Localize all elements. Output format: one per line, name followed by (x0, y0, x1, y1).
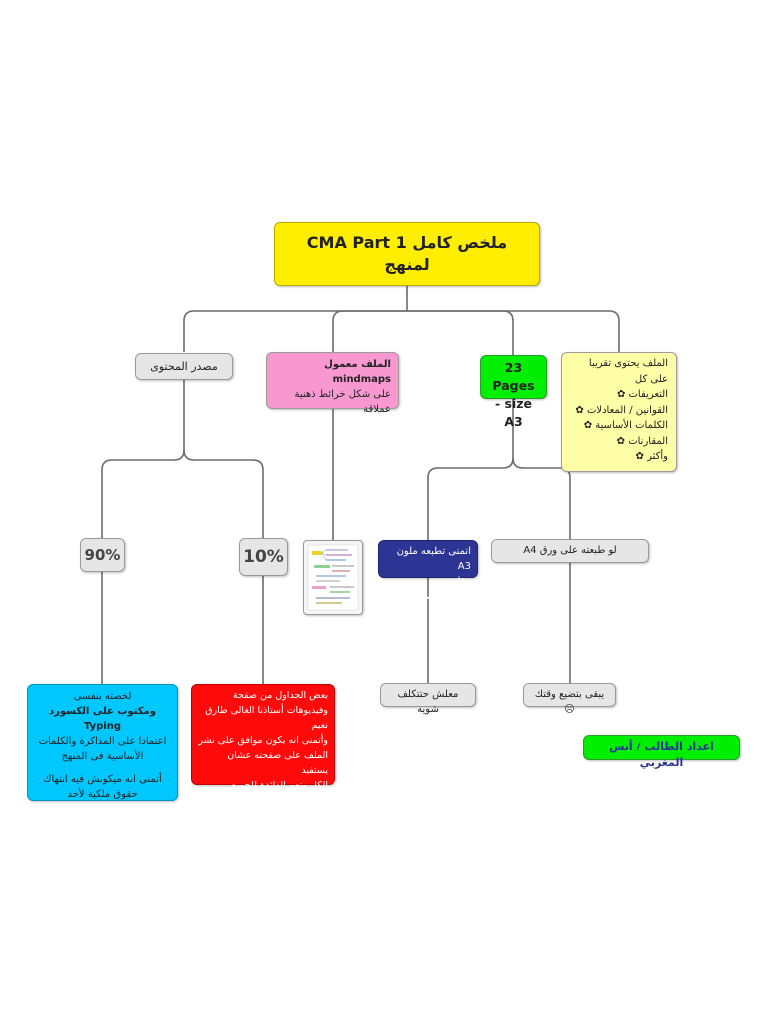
percent-90-node[interactable] (80, 538, 125, 572)
link-root-source (184, 311, 407, 352)
print-a3-node[interactable] (378, 540, 478, 602)
print-a3-line-2: مقاس ومتسترخصش (412, 576, 471, 602)
contents-item: التعريفات ✿ (616, 389, 668, 400)
mindmaps-line-3: عملاقة (363, 404, 391, 415)
pages-size: - size A3 (494, 396, 533, 429)
author-node[interactable] (583, 735, 740, 769)
summary-10-node[interactable] (191, 684, 335, 791)
summary-90-line: اعتمادا على المذاكرة والكلمات (38, 736, 167, 747)
summary-10-line: بعض الجداول من صفحة (232, 690, 328, 701)
mindmaps-node[interactable] (266, 352, 399, 415)
time-note-node[interactable] (523, 683, 616, 715)
summary-90-line: لخصته بنفسى (73, 691, 132, 702)
contents-item: وأكثر ✿ (635, 451, 668, 462)
cost-note-label: معلش حتتكلف شويه (397, 689, 459, 715)
link-root-pages (407, 311, 513, 355)
print-a4-node[interactable] (491, 539, 649, 563)
summary-10-line: الكل وتعم الفائدة للجميع (231, 780, 328, 791)
percent-10-node[interactable] (239, 538, 288, 576)
contents-item: المقارنات ✿ (616, 435, 668, 447)
source-node[interactable] (135, 353, 233, 380)
link-source-10 (184, 450, 263, 538)
link-pages-a4 (513, 458, 570, 539)
time-note-label: يبقى بتضيع وقتك ☹ (534, 689, 605, 715)
link-root-mindmaps (333, 311, 407, 352)
summary-90-rights-line: أتمنى انه ميكونش فيه انتهاك (43, 774, 162, 785)
summary-10-line: وأتمنى انه يكون موافق على نشر (198, 735, 328, 746)
source-label: مصدر المحتوى (150, 360, 218, 373)
summary-90-spacer (34, 764, 171, 772)
summary-10-line: الملف على صفحته عشان يستفيد (227, 750, 328, 776)
print-a3-line-1: اتمنى تطبعه ملون A3 (396, 546, 471, 572)
root-title: ملخص كامل CMA Part 1 (306, 233, 508, 252)
percent-90-label: 90% (84, 546, 121, 564)
pages-count: 23 Pages (492, 360, 535, 393)
cost-note-node[interactable] (380, 683, 476, 715)
contents-node[interactable] (561, 352, 677, 472)
summary-90-node[interactable] (27, 684, 178, 801)
contents-item: القوانين / المعادلات ✿ (575, 404, 668, 416)
root-topic[interactable] (274, 222, 540, 286)
mindmaps-line-1: الملف معمول mindmaps (324, 359, 391, 385)
link-source-90 (102, 380, 184, 538)
summary-10-line: وفيديوهات أستاذنا الغالى طارق (205, 705, 328, 716)
root-subtitle: لمنهج (384, 255, 430, 274)
summary-90-line: الأساسية فى المنهج (61, 751, 144, 762)
summary-90-line: ومكتوب على الكسورد Typing (49, 706, 156, 732)
mindmaps-line-2: على شكل خرائط ذهنية (294, 389, 391, 400)
summary-10-line: نعيم (311, 720, 328, 731)
contents-item: الكلمات الأساسية ✿ (583, 420, 668, 431)
percent-10-label: 10% (243, 547, 284, 567)
author-label: اعداد الطالب / أنس المغربي (609, 740, 714, 769)
mindmap-thumbnail-graphic (304, 541, 362, 614)
contents-intro: الملف يحتوى تقريبا على كل (588, 358, 668, 385)
print-a4-label: لو طبعته على ورق A4 (523, 545, 617, 556)
pages-node[interactable] (480, 355, 547, 429)
summary-90-rights-line: حقوق ملكية لأحد (67, 789, 138, 800)
mindmap-thumbnail-image[interactable] (303, 540, 363, 615)
